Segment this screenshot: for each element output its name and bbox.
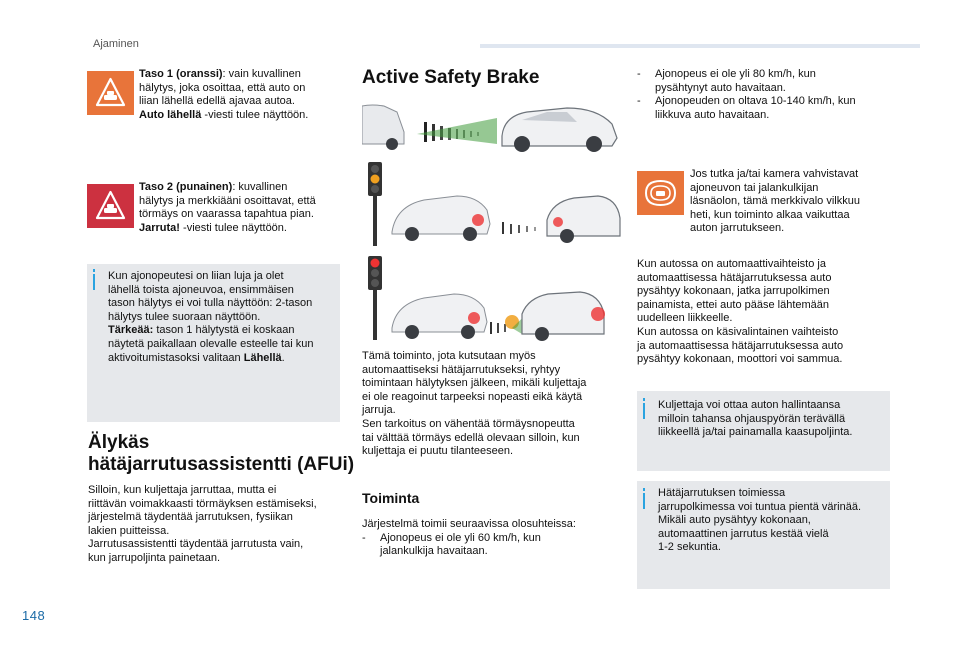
approaching-car: [547, 196, 620, 236]
note-box-speed: [87, 264, 340, 422]
traffic-light-pole: [373, 290, 377, 340]
auto-line: uudelleen liikkeelle.: [637, 312, 733, 325]
afui-heading-line: Älykäs: [88, 432, 150, 453]
condition-line: Ajonopeus ei ole yli 60 km/h, kun: [380, 531, 541, 544]
info-icon: [643, 403, 645, 419]
note-bold: Lähellä: [243, 351, 282, 364]
brake-light-red: [591, 307, 605, 321]
auto-line: pysähtyy kokonaan, jatka jarrupolkimen: [637, 285, 830, 298]
alert-wave-bars: [490, 322, 506, 334]
info-icon-dot: [93, 269, 95, 272]
level1-line: -viesti tulee näyttöön.: [201, 108, 309, 121]
warning-level1-icon: [87, 71, 134, 115]
condition-dash: -: [362, 531, 366, 544]
auto-line: Kun autossa on käsivalintainen vaihteisto: [637, 325, 839, 338]
rear-car-front: [362, 105, 404, 144]
condition-line: jalankulkija havaitaan.: [380, 545, 488, 558]
toiminta-heading: Toiminta: [362, 490, 420, 506]
level1-line: : vain kuvallinen: [222, 68, 301, 80]
alert-wave-bars: [502, 222, 536, 234]
auto-line: automaattisessa hätäjarrutuksessa auto: [637, 271, 832, 284]
radar-brake-icon: [637, 171, 684, 215]
level1-message: Auto lähellä: [139, 108, 202, 121]
note-line: automaattinen jarrutus kestää vielä: [658, 527, 829, 540]
condition-line: pysähtynyt auto havaitaan.: [655, 81, 786, 94]
info-icon: [93, 274, 95, 290]
asb-line: Tämä toiminto, jota kutsutaan myös: [362, 350, 536, 362]
info-icon: [643, 493, 645, 509]
note-line: Mikäli auto pysähtyy kokonaan,: [658, 514, 811, 527]
note-line: lähellä toista ajoneuvoa, ensimmäisen: [108, 283, 294, 296]
auto-body: [637, 258, 897, 367]
asb-line: ei ole reagoinut tarpeeksi nopeasti eikä käytä: [362, 390, 583, 403]
condition-dash: -: [637, 68, 641, 80]
note-line: näytetä paikallaan olevalle esteelle tai kun: [108, 337, 314, 350]
condition-line: liikkuva auto havaitaan.: [655, 108, 770, 121]
wheel-icon: [461, 325, 475, 339]
auto-line: painamista, ettei auto pääse lähtemään: [637, 298, 830, 311]
radar-line: Jos tutka ja/tai kamera vahvistavat: [690, 168, 859, 180]
level2-text: [139, 181, 339, 235]
page-number: 148: [22, 608, 46, 623]
condition-item: [362, 532, 622, 559]
asb-heading: Active Safety Brake: [362, 67, 540, 88]
condition-dash: -: [637, 95, 641, 108]
brake-light-red: [472, 214, 484, 226]
radar-text: [690, 168, 900, 236]
sensor-beam: [417, 118, 497, 144]
toiminta-body: [362, 518, 622, 559]
level1-line: liian lähellä edellä ajavaa autoa.: [139, 95, 295, 108]
auto-line: pysähtyy kokonaan, moottori voi sammua.: [637, 353, 843, 366]
illustration-pedestrian: [362, 252, 622, 344]
note-box-override: [637, 391, 890, 471]
level2-line: törmäys on vaarassa tapahtua pian.: [139, 208, 314, 221]
note-line: Kuljettaja voi ottaa auton hallintaansa: [658, 399, 841, 411]
level2-line: : kuvallinen: [232, 181, 288, 193]
wheel-icon: [463, 227, 477, 241]
info-icon-dot: [643, 398, 645, 401]
level1-line: hälytys, joka osoittaa, että auto on: [139, 81, 306, 94]
radar-line: läsnäolon, tämä merkkivalo vilkkuu: [690, 195, 860, 208]
asb-line: toimintaan hälytyksen jälkeen, mikäli kuljettaja: [362, 377, 587, 390]
level2-line: hälytys ja merkkiääni osoittavat, että: [139, 194, 316, 207]
wheel-icon: [586, 136, 602, 152]
condition-item: [637, 95, 897, 122]
asb-line: automaattiseksi hätäjarrutukseksi, ryhtyy: [362, 363, 561, 376]
afui-line: Jarrutusassistentti täydentää jarrutusta vain,: [88, 538, 304, 551]
note-line: liikkeellä ja/tai painamalla kaasupoljinta.: [658, 426, 853, 439]
level2-line: -viesti tulee näyttöön.: [179, 221, 287, 234]
info-icon-dot: [643, 488, 645, 491]
red-light: [371, 259, 380, 268]
note-line: hälytys tulee suoraan näyttöön.: [108, 310, 261, 323]
note-line: .: [281, 351, 285, 364]
auto-line: ja automaattisessa hätäjarrutuksessa auto: [637, 339, 844, 352]
asb-line: tai välttää törmäys edellä olevaan silloin, kun: [362, 431, 580, 444]
condition-line: Ajonopeus ei ole yli 80 km/h, kun: [655, 68, 816, 80]
condition-line: Ajonopeuden on oltava 10-140 km/h, kun: [655, 95, 856, 108]
note-line: Kun ajonopeutesi on liian luja ja olet: [108, 270, 284, 282]
afui-line: lakien puitteissa.: [88, 524, 170, 537]
important-label: Tärkeää:: [108, 324, 154, 337]
traffic-light-pole: [373, 196, 377, 246]
radar-line: auton jarrutukseen.: [690, 222, 785, 235]
brake-light-red: [553, 217, 563, 227]
afui-line: järjestelmä täydentää jarrutuksen, fysiikan: [88, 511, 293, 524]
level1-title: Taso 1 (oranssi): [139, 68, 223, 80]
level1-text: [139, 68, 339, 122]
illustration-stopped-car: [362, 162, 622, 250]
wheel-icon: [560, 229, 574, 243]
note-line: Hätäjarrutuksen toimiessa: [658, 487, 786, 499]
note-line: tason hälytys ei voi tulla näyttöön: 2-tason: [108, 297, 313, 310]
right-conditions: [637, 68, 897, 122]
section-label: Ajaminen: [93, 38, 139, 50]
note-line: 1-2 sekuntia.: [658, 541, 721, 554]
wheel-icon: [514, 136, 530, 152]
auto-line: Kun autossa on automaattivaihteisto ja: [637, 258, 826, 270]
warning-level2-icon: [87, 184, 134, 228]
radar-line: heti, kun toiminto alkaa vaikuttaa: [690, 208, 850, 221]
note-line: milloin tahansa ohjauspyörän terävällä: [658, 412, 846, 425]
brake-light-red: [468, 312, 480, 324]
wheel-icon: [405, 325, 419, 339]
afui-line: Silloin, kun kuljettaja jarruttaa, mutta ei: [88, 484, 277, 496]
condition-item: [637, 68, 897, 95]
wheel-icon: [386, 138, 398, 150]
afui-heading-line: hätäjarrutusassistentti (AFUi): [88, 454, 355, 475]
header-rule: [480, 44, 920, 48]
amber-light: [371, 175, 380, 184]
asb-line: kuljettaja ei puutu tilanteeseen.: [362, 445, 514, 458]
conditions-intro: Järjestelmä toimii seuraavissa olosuhteissa:: [362, 518, 576, 530]
wheel-icon: [535, 327, 549, 341]
note-line: tason 1 hälytystä ei koskaan: [153, 324, 295, 337]
asb-line: jarruja.: [362, 404, 396, 417]
afui-heading: [88, 432, 355, 476]
level2-title: Taso 2 (punainen): [139, 181, 233, 193]
radar-line: ajoneuvon tai jalankulkijan: [690, 181, 819, 194]
asb-line: Sen tarkoitus on vähentää törmäysnopeutta: [362, 417, 575, 430]
note-line: aktivoitumistasoksi valitaan: [108, 351, 244, 364]
level2-message: Jarruta!: [139, 221, 180, 234]
note-box-vibration: [637, 481, 890, 589]
illustration-following: [362, 94, 622, 152]
afui-body: [88, 484, 348, 566]
asb-body: [362, 350, 622, 459]
afui-line: kun jarrupoljinta painetaan.: [88, 551, 221, 564]
wheel-icon: [405, 227, 419, 241]
note-line: jarrupolkimessa voi tuntua pientä värinää.: [658, 500, 862, 513]
afui-line: riittävän voimakkaasti törmäyksen estämiseksi,: [88, 497, 317, 510]
